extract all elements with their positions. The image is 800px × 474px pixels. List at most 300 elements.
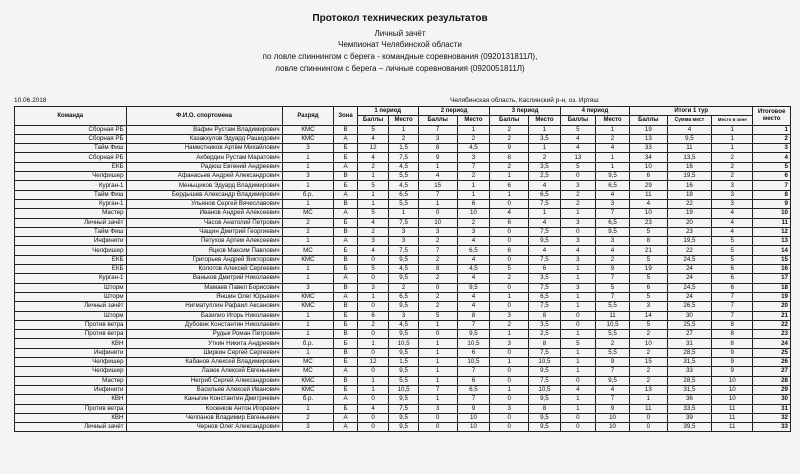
table-cell: 7: [457, 162, 490, 171]
table-cell: 2: [418, 292, 457, 301]
table-cell: 10,5: [529, 358, 561, 367]
table-cell: 1: [418, 320, 457, 329]
table-cell: 4: [596, 144, 630, 153]
table-cell: 7,5: [529, 199, 561, 208]
table-cell: б.р.: [282, 190, 334, 199]
table-cell: 3: [389, 311, 418, 320]
table-cell: Сборная РБ: [15, 153, 127, 162]
table-cell: 9,5: [389, 274, 418, 283]
col-zone-place-header: Место в зоне: [712, 116, 753, 125]
table-cell: 3: [282, 144, 334, 153]
table-cell: 8: [529, 404, 561, 413]
table-cell: Личный зачёт: [15, 218, 127, 227]
table-cell: 3,5: [529, 134, 561, 143]
table-cell: 9: [596, 404, 630, 413]
table-cell: КМС: [282, 125, 334, 134]
table-cell: 1: [357, 190, 389, 199]
table-cell: 0: [560, 376, 595, 385]
table-cell: 7: [457, 395, 490, 404]
table-cell: 3: [282, 423, 334, 432]
col-name-header: Ф.И.О. спортсмена: [126, 107, 282, 126]
table-cell: 4: [490, 209, 529, 218]
table-cell: 6: [712, 283, 753, 292]
table-cell: 2: [712, 172, 753, 181]
table-cell: Инфинити: [15, 348, 127, 357]
table-row: [15, 413, 791, 422]
table-cell: В: [334, 330, 357, 339]
table-cell: 1: [418, 199, 457, 208]
table-cell: 2: [490, 320, 529, 329]
table-cell: 1: [418, 162, 457, 171]
table-cell: 7,5: [529, 255, 561, 264]
table-cell: 4: [457, 255, 490, 264]
table-cell: 6: [457, 376, 490, 385]
table-cell: 10: [418, 218, 457, 227]
table-cell: 26,5: [667, 302, 712, 311]
table-cell: 2: [529, 153, 561, 162]
table-cell: Афанасьев Андрей Александрович: [126, 172, 282, 181]
table-cell: 3,5: [529, 274, 561, 283]
table-cell: 5: [357, 209, 389, 218]
table-cell: 2: [389, 134, 418, 143]
table-cell: Б: [334, 218, 357, 227]
table-row: [15, 237, 791, 246]
table-cell: 6: [630, 283, 668, 292]
table-cell: 13: [560, 153, 595, 162]
table-cell: 3: [753, 144, 791, 153]
table-cell: 1: [357, 376, 389, 385]
table-cell: 1: [389, 209, 418, 218]
table-cell: Радюш Евгений Андреевич: [126, 162, 282, 171]
table-cell: 27: [667, 330, 712, 339]
table-cell: 1: [282, 237, 334, 246]
table-cell: 4: [712, 218, 753, 227]
table-cell: 10: [630, 339, 668, 348]
table-cell: 0: [357, 395, 389, 404]
table-cell: 6,5: [457, 246, 490, 255]
table-cell: 2: [596, 339, 630, 348]
table-cell: 33: [630, 144, 668, 153]
table-cell: Иванов Андрей Алексеевич: [126, 209, 282, 218]
table-cell: 5: [357, 181, 389, 190]
table-cell: 2: [490, 162, 529, 171]
table-row: [15, 209, 791, 218]
table-row: [15, 283, 791, 292]
table-cell: 9: [418, 153, 457, 162]
table-cell: 2: [560, 199, 595, 208]
table-row: [15, 292, 791, 301]
table-row: [15, 311, 791, 320]
table-row: [15, 153, 791, 162]
table-cell: 2: [630, 330, 668, 339]
table-cell: Челфишер: [15, 358, 127, 367]
table-cell: 7: [457, 320, 490, 329]
table-cell: 1: [282, 311, 334, 320]
table-cell: Григорьев Андрей Викторович: [126, 255, 282, 264]
table-cell: 11: [630, 404, 668, 413]
table-cell: 10: [596, 423, 630, 432]
table-cell: 20: [753, 302, 791, 311]
table-cell: 0: [490, 227, 529, 236]
table-cell: 10: [630, 162, 668, 171]
table-cell: В: [334, 376, 357, 385]
table-cell: 11: [667, 144, 712, 153]
results-body: [15, 125, 791, 432]
table-cell: Мамаев Павел Борисович: [126, 283, 282, 292]
table-cell: 29: [753, 385, 791, 394]
table-cell: 1: [357, 339, 389, 348]
table-cell: КМС: [282, 376, 334, 385]
table-cell: 10,5: [457, 339, 490, 348]
table-cell: 3: [712, 190, 753, 199]
table-cell: 3: [712, 181, 753, 190]
table-cell: 1: [712, 125, 753, 134]
table-cell: 1: [418, 348, 457, 357]
col-zone-header: Зона: [334, 107, 357, 126]
table-cell: Б: [334, 311, 357, 320]
table-cell: 9,5: [389, 348, 418, 357]
table-cell: Рудык Роман Петрович: [126, 330, 282, 339]
table-cell: 10,5: [596, 320, 630, 329]
table-cell: 1: [529, 144, 561, 153]
col-points-header: Баллы: [560, 116, 595, 125]
table-cell: 1: [560, 348, 595, 357]
table-cell: 1: [282, 162, 334, 171]
table-cell: Кабанов Алексей Владимирович: [126, 358, 282, 367]
table-cell: 1: [560, 274, 595, 283]
table-cell: 7: [712, 292, 753, 301]
table-cell: КВН: [15, 395, 127, 404]
table-cell: 6: [712, 265, 753, 274]
col-final-header: Итоговое место: [753, 107, 791, 126]
table-cell: 3: [560, 218, 595, 227]
table-cell: 11: [753, 218, 791, 227]
table-row: [15, 255, 791, 264]
table-cell: 9,5: [389, 302, 418, 311]
table-cell: 4: [457, 292, 490, 301]
table-cell: 1: [490, 330, 529, 339]
table-cell: 6: [630, 172, 668, 181]
table-cell: 6,5: [529, 190, 561, 199]
table-cell: 25,5: [667, 320, 712, 329]
table-cell: 1: [357, 199, 389, 208]
table-cell: 0: [418, 283, 457, 292]
table-cell: 1: [630, 395, 668, 404]
table-cell: Сборная РБ: [15, 134, 127, 143]
table-cell: 0: [357, 423, 389, 432]
table-cell: 10: [712, 385, 753, 394]
table-row: [15, 423, 791, 432]
table-cell: 3: [712, 199, 753, 208]
table-cell: 0: [357, 302, 389, 311]
protocol-subtitle-4: ловле спиннингом с берега – личные соревнования (0920051811Л): [275, 64, 525, 73]
table-cell: МС: [282, 367, 334, 376]
col-team-header: Команда: [15, 107, 127, 126]
table-cell: В: [334, 302, 357, 311]
table-cell: Меньщиков Эдуард Владимирович: [126, 181, 282, 190]
table-cell: 5: [712, 246, 753, 255]
table-cell: 7,5: [529, 227, 561, 236]
table-cell: 9: [457, 404, 490, 413]
table-cell: 6: [457, 348, 490, 357]
table-cell: 5: [596, 283, 630, 292]
table-cell: 5,5: [596, 302, 630, 311]
table-cell: А: [334, 162, 357, 171]
table-cell: 31,5: [667, 385, 712, 394]
table-cell: 5: [630, 255, 668, 264]
table-cell: 39,5: [667, 423, 712, 432]
table-cell: 7,5: [529, 376, 561, 385]
table-cell: 1,5: [389, 144, 418, 153]
table-cell: 10,5: [389, 385, 418, 394]
table-cell: 0: [560, 413, 595, 422]
table-cell: 9,5: [596, 376, 630, 385]
table-cell: 10,5: [389, 339, 418, 348]
table-cell: 0: [560, 423, 595, 432]
table-cell: Сборная РБ: [15, 125, 127, 134]
table-cell: 6,5: [389, 190, 418, 199]
table-cell: КВН: [15, 413, 127, 422]
table-cell: 11: [712, 404, 753, 413]
table-cell: 2: [490, 125, 529, 134]
table-cell: 4,5: [389, 162, 418, 171]
table-cell: 7: [596, 292, 630, 301]
table-cell: 11: [596, 311, 630, 320]
table-cell: 10: [457, 423, 490, 432]
table-cell: 24: [667, 292, 712, 301]
table-cell: 9,5: [529, 237, 561, 246]
table-cell: Яншин Олег Юрьевич: [126, 292, 282, 301]
table-cell: 8: [712, 330, 753, 339]
table-cell: Часов Анатолий Петрович: [126, 218, 282, 227]
table-cell: КМС: [282, 292, 334, 301]
table-cell: 5: [560, 162, 595, 171]
table-cell: 6,5: [596, 181, 630, 190]
table-cell: МС: [282, 209, 334, 218]
table-cell: 1: [560, 395, 595, 404]
table-cell: 29: [630, 181, 668, 190]
table-row: [15, 302, 791, 311]
table-cell: 4: [712, 227, 753, 236]
table-cell: 10: [753, 209, 791, 218]
table-cell: 2: [357, 162, 389, 171]
table-cell: 2: [630, 367, 668, 376]
table-cell: 2: [282, 227, 334, 236]
table-cell: 1: [418, 367, 457, 376]
table-cell: 2: [418, 237, 457, 246]
table-cell: Нигматуллин Рафаил Аксанович: [126, 302, 282, 311]
table-row: [15, 348, 791, 357]
table-cell: 3: [418, 404, 457, 413]
table-cell: КМС: [282, 255, 334, 264]
table-cell: Уткин Никита Андреевич: [126, 339, 282, 348]
table-cell: 24: [753, 339, 791, 348]
table-cell: А: [334, 274, 357, 283]
table-cell: Чернов Олег Александрович: [126, 423, 282, 432]
table-cell: 0: [418, 209, 457, 218]
table-row: [15, 134, 791, 143]
table-cell: 5: [630, 320, 668, 329]
table-cell: 0: [490, 367, 529, 376]
table-cell: 34: [630, 153, 668, 162]
table-cell: 31: [667, 339, 712, 348]
table-cell: Шторм: [15, 311, 127, 320]
table-cell: Челфишер: [15, 367, 127, 376]
table-cell: 8: [490, 153, 529, 162]
table-cell: 9,5: [529, 413, 561, 422]
table-cell: 6: [529, 265, 561, 274]
table-cell: б.р.: [282, 339, 334, 348]
table-cell: Курган-1: [15, 274, 127, 283]
table-cell: 0: [560, 227, 595, 236]
table-cell: Б: [334, 265, 357, 274]
table-cell: Петухов Артем Алексеевич: [126, 237, 282, 246]
table-cell: 4: [753, 153, 791, 162]
table-cell: Инфинити: [15, 385, 127, 394]
table-cell: МС: [282, 358, 334, 367]
table-row: [15, 376, 791, 385]
table-cell: 6: [753, 172, 791, 181]
table-cell: Инфинити: [15, 237, 127, 246]
table-cell: 9,5: [389, 423, 418, 432]
table-cell: 9: [712, 348, 753, 357]
table-cell: 3: [282, 283, 334, 292]
table-cell: 1: [560, 302, 595, 311]
table-cell: 4: [596, 190, 630, 199]
table-cell: 31: [753, 404, 791, 413]
table-cell: 2: [357, 227, 389, 236]
table-row: [15, 181, 791, 190]
protocol-title: Протокол технических результатов: [312, 13, 488, 24]
table-cell: Личный зачёт: [15, 423, 127, 432]
table-cell: 9,5: [457, 330, 490, 339]
table-cell: 5: [630, 292, 668, 301]
table-cell: 33,5: [667, 404, 712, 413]
table-cell: 16: [753, 265, 791, 274]
table-cell: Против ветра: [15, 404, 127, 413]
table-cell: 7: [596, 395, 630, 404]
table-cell: 0: [490, 302, 529, 311]
table-cell: 2: [490, 134, 529, 143]
table-cell: 23: [667, 227, 712, 236]
table-cell: 5,5: [389, 172, 418, 181]
table-cell: 4: [357, 404, 389, 413]
table-cell: 8: [712, 339, 753, 348]
table-cell: 7: [712, 302, 753, 311]
table-cell: Негриб Сергей Александрович: [126, 376, 282, 385]
table-cell: 0: [490, 376, 529, 385]
table-cell: Мастер: [15, 376, 127, 385]
table-cell: 24: [667, 265, 712, 274]
table-cell: 4: [529, 181, 561, 190]
table-cell: 0: [490, 413, 529, 422]
table-cell: А: [334, 292, 357, 301]
col-sum-places-header: Сумма мест: [667, 116, 712, 125]
table-cell: 9,5: [389, 367, 418, 376]
table-cell: А: [334, 209, 357, 218]
table-cell: Шторм: [15, 292, 127, 301]
table-cell: МС: [282, 246, 334, 255]
table-cell: А: [334, 423, 357, 432]
table-cell: Курган-1: [15, 181, 127, 190]
table-cell: 5: [630, 274, 668, 283]
table-cell: 2: [457, 172, 490, 181]
table-cell: 14: [630, 311, 668, 320]
table-cell: 4: [357, 153, 389, 162]
table-cell: Шторм: [15, 283, 127, 292]
table-cell: 9,5: [529, 395, 561, 404]
table-row: [15, 227, 791, 236]
table-row: [15, 274, 791, 283]
table-cell: 2: [389, 283, 418, 292]
table-cell: А: [334, 190, 357, 199]
table-cell: 7,5: [389, 153, 418, 162]
table-cell: 2,5: [529, 172, 561, 181]
table-row: [15, 172, 791, 181]
table-cell: Акбердин Рустам Маратович: [126, 153, 282, 162]
table-cell: 6,5: [529, 292, 561, 301]
table-cell: 1: [389, 125, 418, 134]
table-cell: 2: [753, 134, 791, 143]
table-cell: 30: [667, 311, 712, 320]
table-cell: 13: [630, 134, 668, 143]
table-cell: 5: [560, 339, 595, 348]
table-cell: 13,5: [667, 153, 712, 162]
table-cell: 9,5: [596, 172, 630, 181]
table-cell: 2,5: [529, 330, 561, 339]
table-cell: 9: [753, 199, 791, 208]
table-cell: 32: [753, 413, 791, 422]
table-cell: 4: [560, 246, 595, 255]
table-cell: Ульянов Сергей Вячеславович: [126, 199, 282, 208]
table-cell: 4: [357, 218, 389, 227]
table-cell: 23: [753, 330, 791, 339]
table-cell: 4: [357, 134, 389, 143]
table-cell: 7: [596, 367, 630, 376]
table-cell: 15: [753, 255, 791, 264]
table-cell: 4: [630, 199, 668, 208]
table-cell: 5: [630, 227, 668, 236]
table-cell: 39: [667, 413, 712, 422]
table-cell: 28,5: [667, 376, 712, 385]
table-cell: 10: [457, 209, 490, 218]
table-row: [15, 162, 791, 171]
table-cell: 1: [560, 209, 595, 218]
table-cell: 4: [596, 385, 630, 394]
table-cell: 9: [712, 367, 753, 376]
table-cell: 1: [490, 358, 529, 367]
table-cell: 0: [418, 330, 457, 339]
table-cell: 19: [630, 265, 668, 274]
table-cell: 0: [490, 283, 529, 292]
table-cell: Наместников Артём Михайлович: [126, 144, 282, 153]
table-cell: 3: [490, 311, 529, 320]
table-cell: Б: [334, 385, 357, 394]
table-cell: 4: [560, 144, 595, 153]
table-cell: 3: [560, 237, 595, 246]
table-cell: 1: [282, 265, 334, 274]
table-cell: 13: [630, 385, 668, 394]
table-cell: 33: [667, 367, 712, 376]
table-cell: 15: [418, 181, 457, 190]
table-cell: 5,5: [389, 199, 418, 208]
table-cell: 6: [490, 218, 529, 227]
table-cell: 4: [457, 274, 490, 283]
table-cell: 4,5: [389, 181, 418, 190]
table-cell: 0: [630, 423, 668, 432]
table-cell: КМС: [282, 302, 334, 311]
table-cell: 5: [490, 265, 529, 274]
